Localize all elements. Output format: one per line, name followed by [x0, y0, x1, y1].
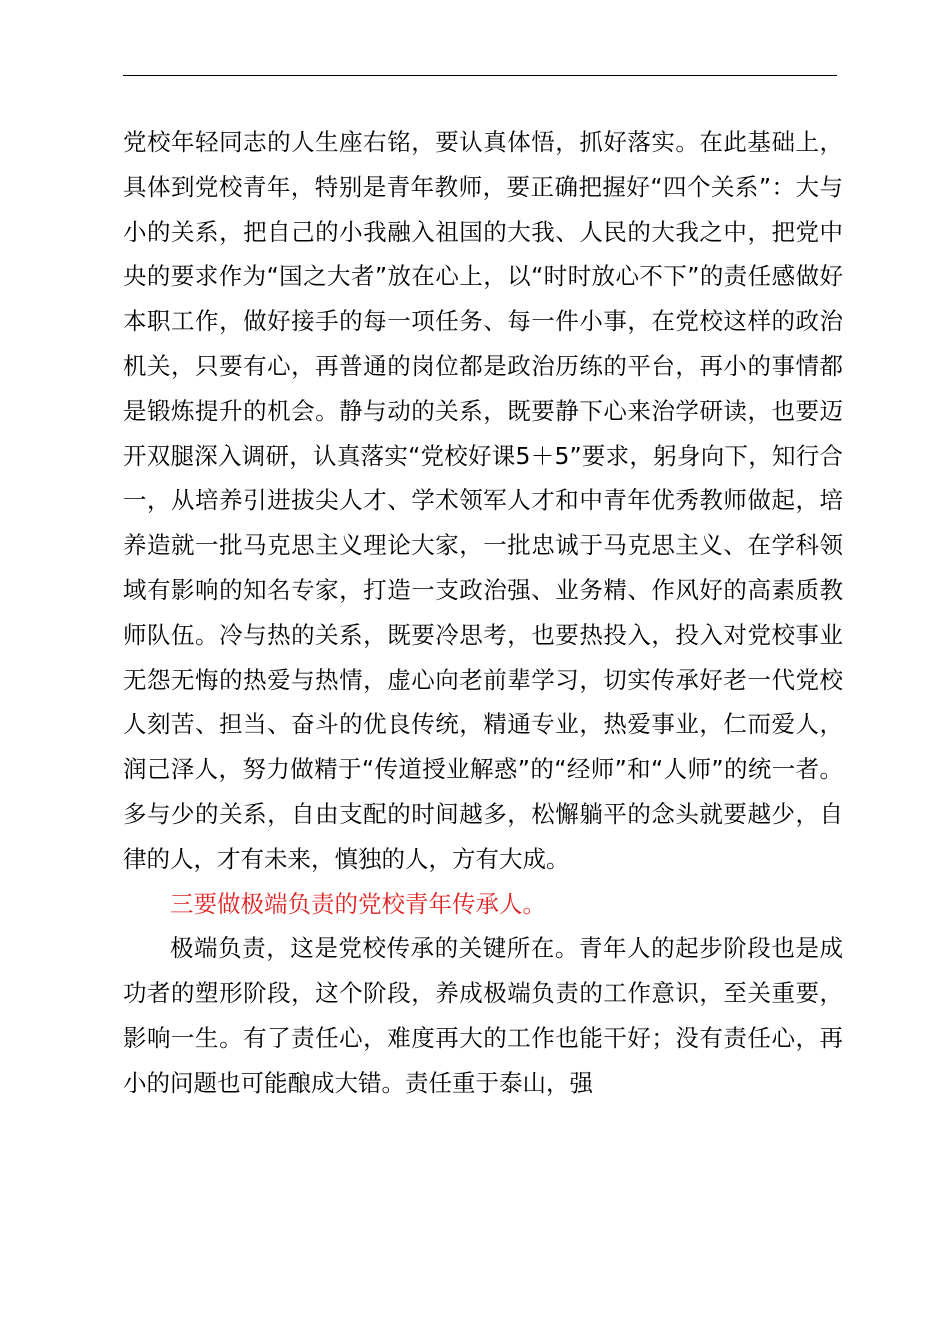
section-heading: 三要做极端负责的党校青年传承人。	[170, 889, 546, 918]
body-paragraph: 极端负责，这是党校传承的关键所在。青年人的起步阶段也是成功者的塑形阶段，这个阶段，养成极端负责的工作意识，至关重要，影响一生。有了责任心，难度再大的工作也能干好；没有责任心，再小的问题也可能酿成大错。责任重于泰山，强	[123, 934, 843, 1097]
body-paragraph-continued: 党校年轻同志的人生座右铭，要认真体悟，抓好落实。在此基础上，具体到党校青年，特别是青年教师，要正确把握好“四个关系”：大与小的关系，把自己的小我融入祖国的大我、人民的大我之中，把党中央的要求作为“国之大者”放在心上，以“时时放心不下”的责任感做好本职工作，做好接手的每一项任务、每一件小事，在党校这样的政治机关，只要有心，再普通的岗位都是政治历练的平台，再小的事情都是锻炼提升的机会。静与动的关系，既要静下心来治学研读，也要迈开双腿深入调研，认真落实“党校好课5＋5”要求，躬身向下，知行合一，从培养引进拔尖人才、学术领军人才和中青年优秀教师做起，培养造就一批马克思主义理论大家，一批忠诚于马克思主义、在学科领域有影响的知名专家，打造一支政治强、业务精、作风好的高素质教师队伍。冷与热的关系，既要冷思考，也要热投入，投入对党校事业无怨无悔的热爱与热情，虚心向老前辈学习，切实传承好老一代党校人刻苦、担当、奋斗的优良传统，精通专业，热爱事业，仁而爱人，润己泽人，努力做精于“传道授业解惑”的“经师”和“人师”的统一者。多与少的关系，自由支配的时间越多，松懈躺平的念头就要越少，自律的人，才有未来，慎独的人，方有大成。	[123, 128, 843, 873]
header-rule	[123, 75, 837, 76]
document-body	[123, 120, 843, 1106]
